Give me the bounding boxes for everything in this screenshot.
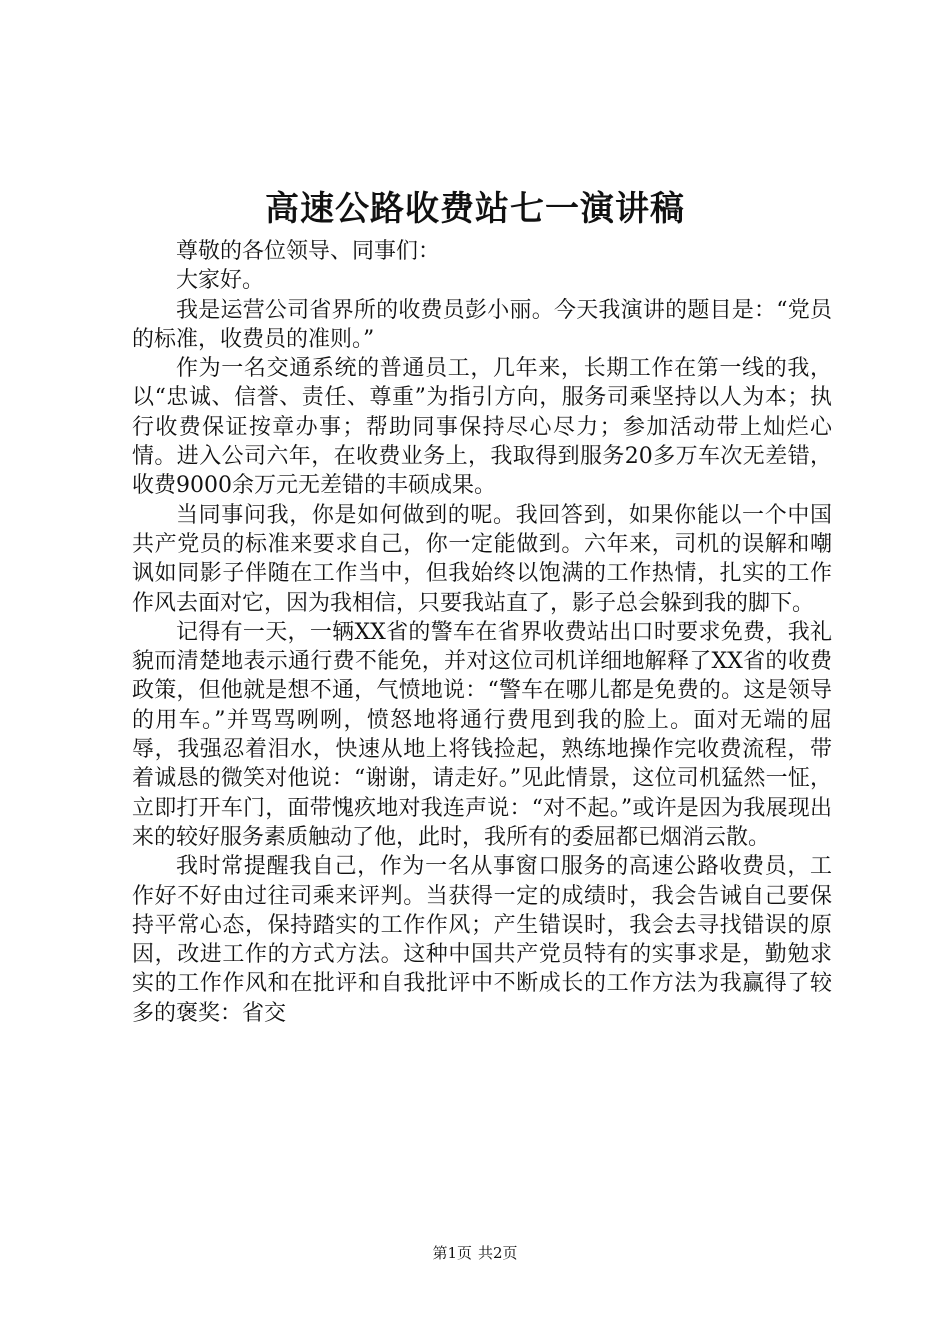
paragraph-salutation: 尊敬的各位领导、同事们： xyxy=(176,239,441,264)
page-number: 第1页 xyxy=(432,1244,472,1262)
paragraph-colleague-question: 当同事问我，你是如何做到的呢。我回答到，如果你能以一个中国共产党员的标准来要求自己，你一定能做到。六年来，司机的误解和嘲讽如同影子伴随在工作当中，但我始终以饱满的工作热情，扎实的工作作风去面对它，因为我相信，只要我站直了，影子总会躲到我的脚下。 xyxy=(132,502,832,616)
page-footer xyxy=(0,1243,950,1263)
paragraph-police-car-story: 记得有一天，一辆XX省的警车在省界收费站出口时要求免费，我礼貌而清楚地表示通行费不能免，并对这位司机详细地解释了XX省的收费政策，但他就是想不通，气愤地说：“警车在哪儿都是免费的。这是领导的用车。”并骂骂咧咧，愤怒地将通行费甩到我的脸上。面对无端的屈辱，我强忍着泪水，快速从地上将钱捡起，熟练地操作完收费流程，带着诚恳的微笑对他说：“谢谢，请走好。”见此情景，这位司机猛然一怔，立即打开车门，面带愧疚地对我连声说：“对不起。”或许是因为我展现出来的较好服务素质触动了他，此时，我所有的委屈都已烟消云散。 xyxy=(132,619,832,850)
paragraph-self-reminder: 我时常提醒我自己，作为一名从事窗口服务的高速公路收费员，工作好不好由过往司乘来评判。当获得一定的成绩时，我会告诫自己要保持平常心态，保持踏实的工作作风；产生错误时，我会去寻找错误的原因，改进工作的方式方法。这种中国共产党员特有的实事求是，勤勉求实的工作作风和在批评和自我批评中不断成长的工作方法为我赢得了较多的褒奖：省交 xyxy=(132,854,832,1026)
document-title: 高速公路收费站七一演讲稿 xyxy=(265,189,685,229)
page-total: 共2页 xyxy=(478,1244,518,1262)
document-body xyxy=(132,237,832,1028)
paragraph-greeting: 大家好。 xyxy=(176,268,265,294)
paragraph-introduction: 我是运营公司省界所的收费员彭小丽。今天我演讲的题目是：“党员的标准，收费员的准则。” xyxy=(132,297,832,352)
paragraph-work-summary: 作为一名交通系统的普通员工，几年来，长期工作在第一线的我，以“忠诚、信誉、责任、尊重”为指引方向，服务司乘坚持以人为本；执行收费保证按章办事；帮助同事保持尽心尽力；参加活动带上灿烂心情。进入公司六年，在收费业务上，我取得到服务20多万车次无差错，收费9000余万元无差错的丰硕成果。 xyxy=(132,356,832,499)
